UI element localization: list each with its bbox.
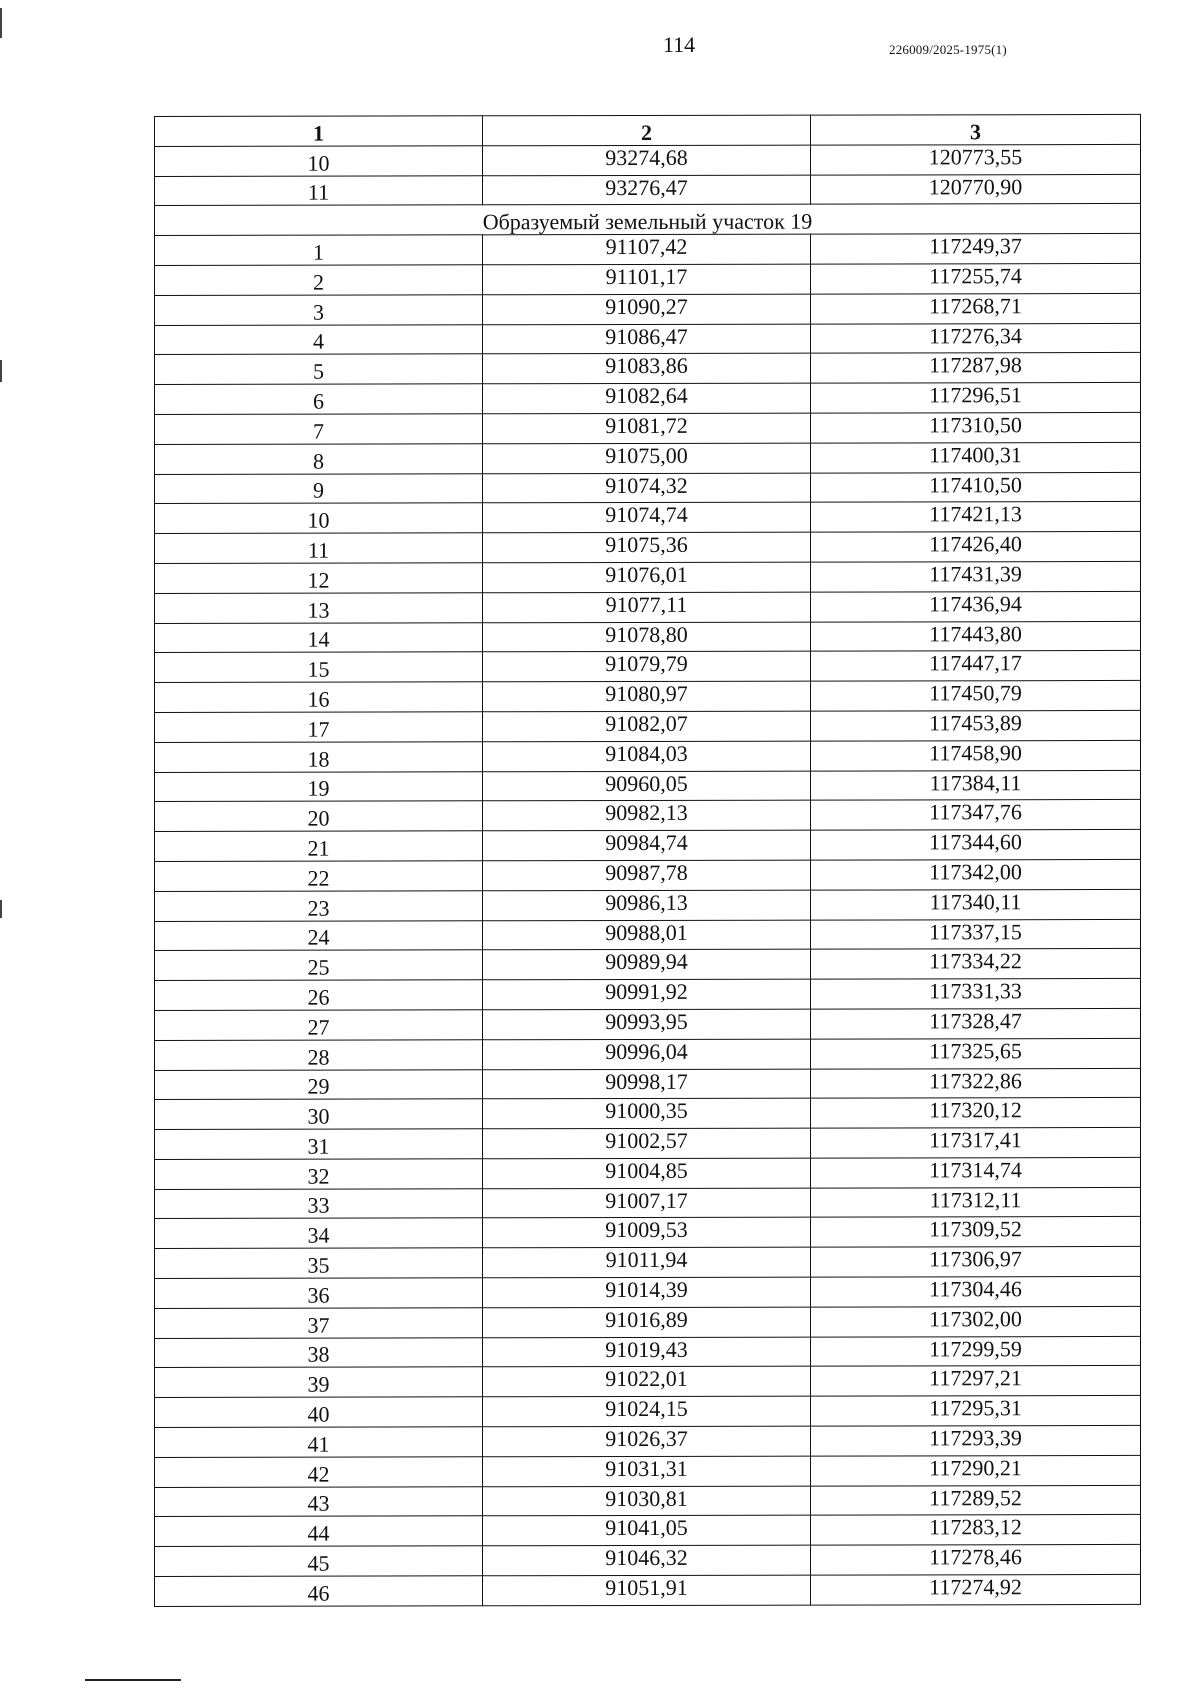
x-coordinate-cell: 91014,39 [483,1277,811,1307]
y-coordinate-cell: 117431,39 [811,561,1141,591]
point-number-cell: 15 [155,652,483,682]
table-row [155,859,1141,891]
y-coordinate-cell: 117297,21 [811,1366,1141,1396]
y-coordinate-cell: 117278,46 [811,1545,1141,1575]
x-coordinate-cell: 90960,05 [483,771,811,801]
x-coordinate-cell: 91011,94 [483,1247,811,1277]
x-coordinate-cell: 90982,13 [483,800,811,830]
y-coordinate-cell: 117312,11 [811,1187,1141,1217]
x-coordinate-cell: 91007,17 [483,1188,811,1218]
x-coordinate-cell: 90998,17 [483,1069,811,1099]
table-row [155,949,1141,981]
table-row [155,1008,1141,1040]
section-title-row [155,204,1141,236]
point-number-cell: 45 [155,1546,483,1576]
point-number-cell: 21 [155,831,483,861]
table-row [155,1277,1141,1309]
parcel-19-rows [155,234,1141,1607]
point-number-cell: 43 [155,1486,483,1516]
table-row [155,472,1141,504]
y-coordinate-cell: 117337,15 [811,919,1141,949]
y-coordinate-cell: 117304,46 [811,1277,1141,1307]
y-coordinate-cell: 117289,52 [811,1485,1141,1515]
x-coordinate-cell: 90993,95 [483,1009,811,1039]
point-number-cell: 13 [155,593,483,623]
point-number-cell: 18 [155,742,483,772]
x-coordinate-cell: 91101,17 [483,264,811,294]
point-number-cell: 11 [155,533,483,563]
point-number-cell: 26 [155,980,483,1010]
x-coordinate-cell: 90989,94 [483,949,811,979]
section-row-group [155,204,1141,236]
coordinates-table [154,114,1141,1607]
x-coordinate-cell: 91076,01 [483,562,811,592]
point-number-cell: 24 [155,920,483,950]
table-row [155,144,1141,176]
y-coordinate-cell: 117314,74 [811,1157,1141,1187]
point-number-cell: 40 [155,1397,483,1427]
x-coordinate-cell: 91000,35 [483,1098,811,1128]
x-coordinate-cell: 90986,13 [483,890,811,920]
table-row [155,1515,1141,1547]
point-number-cell: 42 [155,1457,483,1487]
table-row [155,681,1141,713]
table-row [155,1396,1141,1428]
y-coordinate-cell: 117283,12 [811,1515,1141,1545]
table-row [155,1336,1141,1368]
y-coordinate-cell: 117384,11 [811,770,1141,800]
y-coordinate-cell: 117328,47 [811,1008,1141,1038]
y-coordinate-cell: 117276,34 [811,323,1141,353]
x-coordinate-cell: 91016,89 [483,1307,811,1337]
x-coordinate-cell: 91022,01 [483,1367,811,1397]
point-number-cell: 9 [155,473,483,503]
x-coordinate-cell: 91075,36 [483,532,811,562]
table-row [155,1098,1141,1130]
y-coordinate-cell: 117458,90 [811,740,1141,770]
table-row [155,532,1141,564]
table-row [155,502,1141,534]
y-coordinate-cell: 117331,33 [811,979,1141,1009]
x-coordinate-cell: 91024,15 [483,1396,811,1426]
y-coordinate-cell: 117309,52 [811,1217,1141,1247]
x-coordinate-cell: 91026,37 [483,1426,811,1456]
y-coordinate-cell: 117299,59 [811,1336,1141,1366]
x-coordinate-cell: 90988,01 [483,920,811,950]
table-row [155,1157,1141,1189]
y-coordinate-cell: 117310,50 [811,412,1141,442]
x-coordinate-cell: 91074,32 [483,473,811,503]
y-coordinate-cell: 117421,13 [811,502,1141,532]
x-coordinate-cell: 90987,78 [483,860,811,890]
point-number-cell: 2 [155,265,483,295]
x-coordinate-cell: 91077,11 [483,592,811,622]
table-row [155,1485,1141,1517]
table-row [155,710,1141,742]
y-coordinate-cell: 117295,31 [811,1396,1141,1426]
table-row [155,889,1141,921]
y-coordinate-cell: 117453,89 [811,710,1141,740]
point-number-cell: 35 [155,1248,483,1278]
x-coordinate-cell: 91083,86 [483,354,811,384]
table-row [155,591,1141,623]
x-coordinate-cell: 91079,79 [483,651,811,681]
x-coordinate-cell: 91074,74 [483,502,811,532]
x-coordinate-cell: 91002,57 [483,1128,811,1158]
column-header-3: 3 [811,114,1141,144]
point-number-cell: 16 [155,682,483,712]
table-row [155,293,1141,325]
point-number-cell: 29 [155,1069,483,1099]
y-coordinate-cell: 120770,90 [811,174,1141,204]
x-coordinate-cell: 90991,92 [483,979,811,1009]
y-coordinate-cell: 117302,00 [811,1306,1141,1336]
table-row [155,1574,1141,1606]
table-row [155,621,1141,653]
table-row [155,919,1141,951]
table-row [155,174,1141,206]
point-number-cell: 22 [155,861,483,891]
point-number-cell: 10 [155,503,483,533]
table-row [155,1217,1141,1249]
table-row [155,263,1141,295]
y-coordinate-cell: 117274,92 [811,1574,1141,1604]
section-title: Образуемый земельный участок 19 [155,204,1141,236]
column-header-2: 2 [483,115,811,145]
x-coordinate-cell: 91107,42 [483,234,811,264]
table-row [155,770,1141,802]
y-coordinate-cell: 120773,55 [811,144,1141,174]
point-number-cell: 44 [155,1516,483,1546]
point-number-cell: 20 [155,801,483,831]
point-number-cell: 32 [155,1159,483,1189]
y-coordinate-cell: 117450,79 [811,681,1141,711]
y-coordinate-cell: 117344,60 [811,830,1141,860]
y-coordinate-cell: 117293,39 [811,1425,1141,1455]
table-row [155,1187,1141,1219]
table-row [155,383,1141,415]
scan-artifact-line [85,1679,181,1681]
x-coordinate-cell: 91046,32 [483,1545,811,1575]
point-number-cell: 10 [155,146,483,176]
x-coordinate-cell: 91081,72 [483,413,811,443]
y-coordinate-cell: 117447,17 [811,651,1141,681]
table-row [155,353,1141,385]
point-number-cell: 1 [155,235,483,265]
point-number-cell: 5 [155,354,483,384]
y-coordinate-cell: 117306,97 [811,1247,1141,1277]
point-number-cell: 38 [155,1337,483,1367]
x-coordinate-cell: 93276,47 [483,175,811,205]
table-header-row [155,114,1141,146]
table-row [155,1247,1141,1279]
y-coordinate-cell: 117296,51 [811,383,1141,413]
x-coordinate-cell: 91080,97 [483,681,811,711]
page-number: 114 [663,32,696,57]
point-number-cell: 3 [155,295,483,325]
point-number-cell: 46 [155,1576,483,1606]
x-coordinate-cell: 91082,64 [483,383,811,413]
point-number-cell: 17 [155,712,483,742]
table-row [155,740,1141,772]
x-coordinate-cell: 91086,47 [483,324,811,354]
previous-parcel-rows [155,144,1141,206]
y-coordinate-cell: 117410,50 [811,472,1141,502]
x-coordinate-cell: 91004,85 [483,1158,811,1188]
y-coordinate-cell: 117317,41 [811,1128,1141,1158]
column-header-1: 1 [155,116,483,146]
x-coordinate-cell: 91082,07 [483,711,811,741]
scan-edge-mark [0,8,2,38]
x-coordinate-cell: 91009,53 [483,1218,811,1248]
table-row [155,1366,1141,1398]
table-row [155,234,1141,266]
point-number-cell: 34 [155,1218,483,1248]
y-coordinate-cell: 117249,37 [811,234,1141,264]
y-coordinate-cell: 117290,21 [811,1455,1141,1485]
x-coordinate-cell: 91031,31 [483,1456,811,1486]
y-coordinate-cell: 117287,98 [811,353,1141,383]
y-coordinate-cell: 117340,11 [811,889,1141,919]
y-coordinate-cell: 117255,74 [811,263,1141,293]
table-row [155,1545,1141,1577]
x-coordinate-cell: 91084,03 [483,741,811,771]
point-number-cell: 27 [155,1010,483,1040]
point-number-cell: 8 [155,444,483,474]
table-row [155,412,1141,444]
x-coordinate-cell: 93274,68 [483,145,811,175]
table-row [155,323,1141,355]
point-number-cell: 19 [155,771,483,801]
x-coordinate-cell: 91019,43 [483,1337,811,1367]
point-number-cell: 37 [155,1308,483,1338]
point-number-cell: 36 [155,1278,483,1308]
y-coordinate-cell: 117426,40 [811,532,1141,562]
table-row [155,1425,1141,1457]
point-number-cell: 41 [155,1427,483,1457]
table-row [155,800,1141,832]
table-row [155,1455,1141,1487]
point-number-cell: 30 [155,1099,483,1129]
point-number-cell: 4 [155,324,483,354]
table-row [155,1128,1141,1160]
point-number-cell: 23 [155,891,483,921]
point-number-cell: 11 [155,175,483,205]
y-coordinate-cell: 117342,00 [811,859,1141,889]
table-row [155,1306,1141,1338]
x-coordinate-cell: 90984,74 [483,830,811,860]
x-coordinate-cell: 91090,27 [483,294,811,324]
y-coordinate-cell: 117325,65 [811,1038,1141,1068]
point-number-cell: 7 [155,414,483,444]
x-coordinate-cell: 91041,05 [483,1516,811,1546]
y-coordinate-cell: 117436,94 [811,591,1141,621]
point-number-cell: 12 [155,563,483,593]
table-row [155,979,1141,1011]
table-row [155,1038,1141,1070]
x-coordinate-cell: 90996,04 [483,1039,811,1069]
point-number-cell: 33 [155,1188,483,1218]
point-number-cell: 31 [155,1129,483,1159]
y-coordinate-cell: 117268,71 [811,293,1141,323]
y-coordinate-cell: 117320,12 [811,1098,1141,1128]
table-row [155,830,1141,862]
y-coordinate-cell: 117322,86 [811,1068,1141,1098]
table-row [155,561,1141,593]
y-coordinate-cell: 117400,31 [811,442,1141,472]
scan-edge-mark [0,900,2,918]
x-coordinate-cell: 91051,91 [483,1575,811,1605]
y-coordinate-cell: 117347,76 [811,800,1141,830]
table-row [155,1068,1141,1100]
point-number-cell: 39 [155,1367,483,1397]
table-row [155,651,1141,683]
document-reference: 226009/2025-1975(1) [889,42,1007,57]
y-coordinate-cell: 117443,80 [811,621,1141,651]
table-row [155,442,1141,474]
x-coordinate-cell: 91030,81 [483,1486,811,1516]
y-coordinate-cell: 117334,22 [811,949,1141,979]
point-number-cell: 25 [155,950,483,980]
point-number-cell: 14 [155,622,483,652]
scan-edge-mark [0,360,2,382]
point-number-cell: 28 [155,1040,483,1070]
x-coordinate-cell: 91075,00 [483,443,811,473]
point-number-cell: 6 [155,384,483,414]
x-coordinate-cell: 91078,80 [483,622,811,652]
